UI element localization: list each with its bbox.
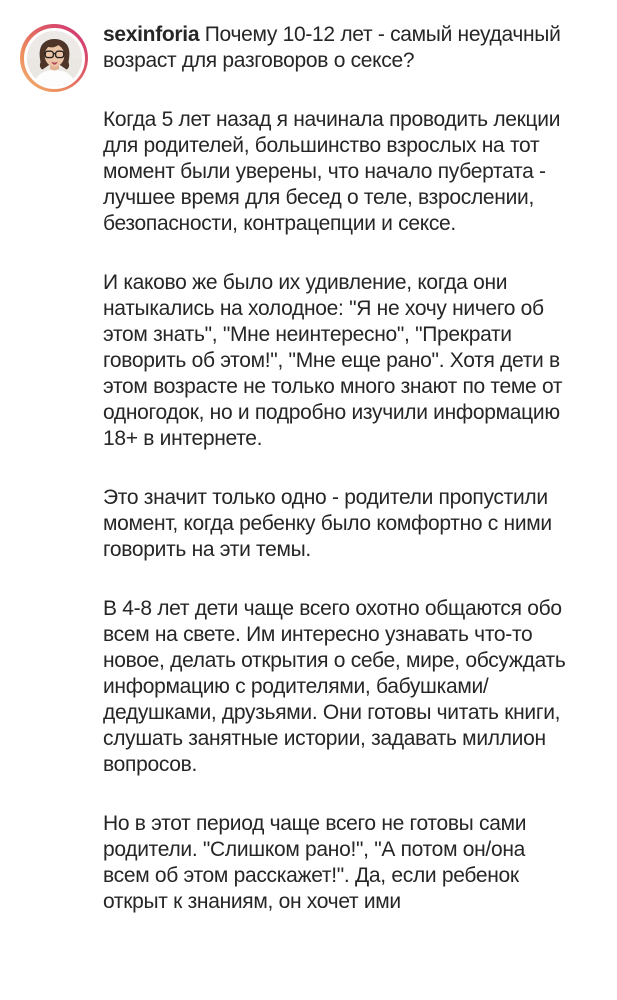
caption-paragraph: Это значит только одно - родители пропустили момент, когда ребенку было комфортно с ними говорить на эти темы. xyxy=(103,486,558,561)
caption-paragraph: Когда 5 лет назад я начинала проводить лекции для родителей, большинство взрослых на тот момент были уверены, что начало пубертата - лучшее время для бесед о теле, взрослении, безопасности, контрацепции и сексе. xyxy=(103,108,566,235)
username-link[interactable]: sexinforia xyxy=(103,23,200,46)
story-ring[interactable] xyxy=(20,24,88,92)
caption-paragraph xyxy=(103,22,569,74)
caption-paragraph: В 4-8 лет дети чаще всего охотно общаются обо всем на свете. Им интересно узнавать что-то новое, делать открытия о себе, мире, обсуждать информацию с родителями, бабушками/дедушками, друзьями. Они готовы читать книги, слушать занятные истории, задавать миллион вопросов. xyxy=(103,597,572,776)
caption-paragraph: Но в этот период чаще всего не готовы сами родители. "Слишком рано!", "А потом он/она всем об этом расскажет!". Да, если ребенок открыт к знаниям, он хочет ими xyxy=(103,812,532,913)
avatar-column xyxy=(0,0,103,915)
caption-paragraph: И каково же было их удивление, когда они натыкались на холодное: "Я не хочу ничего об этом знать", "Мне неинтересно", "Прекрати говорить об этом!", "Мне еще рано". Хотя дети в этом возрасте не только много знают по теме от одногодок, но и подробно изучили информацию 18+ в интернете. xyxy=(103,271,568,450)
avatar[interactable] xyxy=(24,28,85,89)
caption xyxy=(103,0,617,915)
woman-portrait-avatar xyxy=(27,31,82,86)
caption-title-text: Почему 10-12 лет - самый неудачный возраст для разговоров о сексе? xyxy=(103,23,567,72)
